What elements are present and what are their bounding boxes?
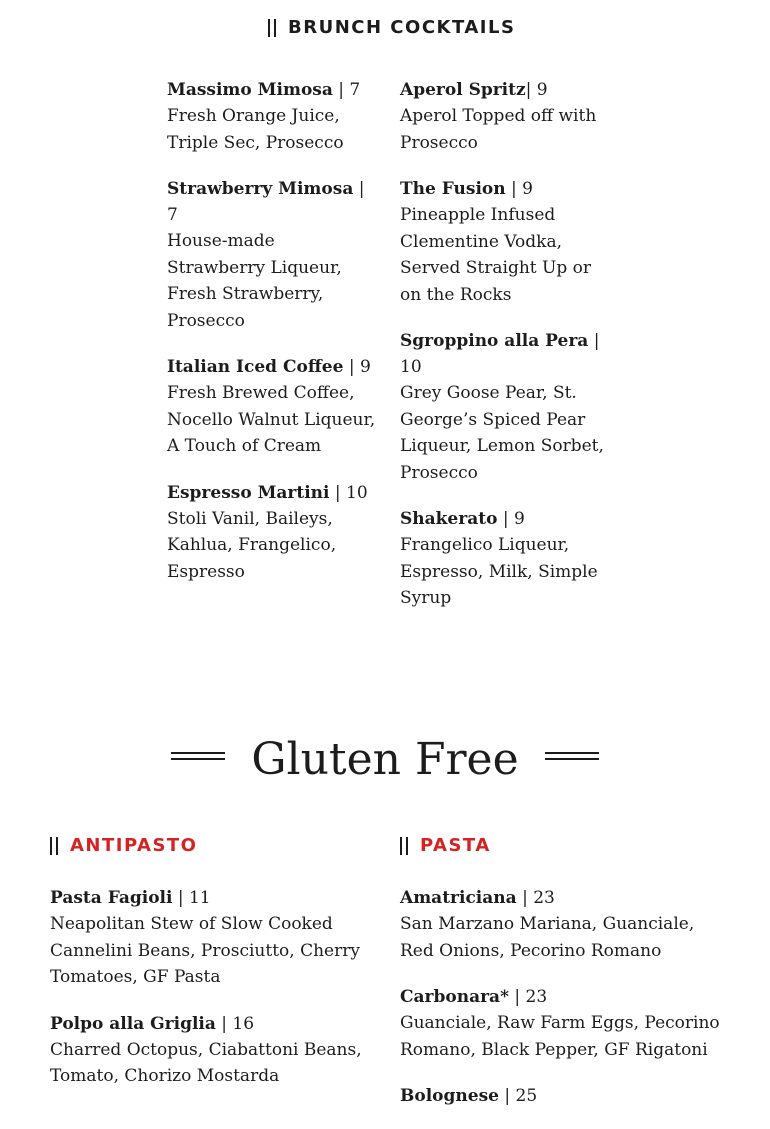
antipasto-column	[50, 885, 365, 1110]
menu-item	[400, 328, 610, 486]
menu-item	[50, 1011, 365, 1090]
item-name: Aperol Spritz	[400, 80, 526, 100]
menu-item	[400, 1083, 730, 1109]
item-description: Fresh Orange Juice, Triple Sec, Prosecco	[167, 106, 344, 153]
section-title: ANTIPASTO	[70, 835, 198, 856]
item-description: House-made Strawberry Liqueur, Fresh Strawberry, Prosecco	[167, 231, 342, 331]
double-bar-icon	[50, 837, 58, 855]
menu-item	[167, 354, 377, 460]
pasta-column	[400, 885, 730, 1129]
menu-item	[50, 885, 365, 991]
brunch-cocktails-heading	[268, 19, 515, 37]
item-price: | 9	[505, 179, 533, 199]
item-price: | 16	[215, 1013, 255, 1034]
item-description: Stoli Vanil, Baileys, Kahlua, Frangelico, Espresso	[167, 508, 337, 582]
menu-item	[400, 176, 610, 308]
item-price: | 10	[329, 482, 368, 503]
menu-item	[400, 506, 610, 612]
menu-item	[167, 77, 377, 156]
antipasto-heading	[50, 837, 198, 855]
item-description: Aperol Topped off with Prosecco	[400, 106, 597, 153]
item-price: | 23	[508, 987, 548, 1007]
item-description: Grey Goose Pear, St. George’s Spiced Pear Liqueur, Lemon Sorbet, Prosecco	[400, 383, 604, 483]
item-description: Guanciale, Raw Farm Eggs, Pecorino Romano, Black Pepper, GF Rigatoni	[400, 1013, 720, 1060]
menu-item	[400, 885, 730, 964]
item-description: Charred Octopus, Ciabattoni Beans, Tomato, Chorizo Mostarda	[50, 1039, 362, 1086]
item-name: The Fusion	[400, 179, 506, 199]
item-name: Shakerato	[400, 509, 498, 529]
item-name: Italian Iced Coffee	[167, 357, 344, 377]
cocktails-left-column	[167, 77, 377, 605]
cocktails-right-column	[400, 77, 610, 632]
menu-item	[167, 176, 377, 334]
item-price: | 11	[172, 888, 211, 908]
item-description: Fresh Brewed Coffee, Nocello Walnut Liqueur, A Touch of Cream	[167, 383, 376, 456]
item-name: Bolognese	[400, 1086, 499, 1106]
item-description: San Marzano Mariana, Guanciale, Red Onions, Pecorino Romano	[400, 914, 695, 961]
item-price: | 25	[498, 1086, 538, 1106]
section-title: PASTA	[420, 835, 491, 856]
item-price: | 10	[400, 331, 600, 377]
menu-item	[400, 984, 730, 1063]
section-title: BRUNCH COCKTAILS	[288, 17, 516, 38]
item-name: Sgroppino alla Pera	[400, 331, 589, 351]
pasta-heading	[400, 837, 491, 855]
item-name: Strawberry Mimosa	[167, 179, 354, 199]
item-price: | 23	[516, 888, 555, 908]
double-bar-icon	[400, 837, 408, 855]
gluten-free-title: Gluten Free	[251, 734, 519, 785]
item-name: Carbonara*	[400, 987, 509, 1007]
item-name: Espresso Martini	[167, 482, 330, 503]
menu-item	[400, 77, 610, 156]
item-name: Amatriciana	[400, 888, 517, 908]
item-description: Frangelico Liqueur, Espresso, Milk, Simple Syrup	[400, 535, 598, 608]
item-name: Massimo Mimosa	[167, 80, 333, 100]
item-price: | 7	[167, 179, 365, 225]
item-price: | 9	[497, 509, 525, 529]
item-name: Pasta Fagioli	[50, 888, 173, 908]
item-name: Polpo alla Griglia	[50, 1013, 216, 1034]
item-description: Pineapple Infused Clementine Vodka, Served Straight Up or on the Rocks	[400, 205, 592, 305]
item-price: | 9	[525, 80, 548, 100]
item-price: | 9	[343, 357, 371, 377]
double-bar-icon	[268, 19, 276, 37]
item-description: Neapolitan Stew of Slow Cooked Cannelini Beans, Prosciutto, Cherry Tomatoes, GF Pasta	[50, 914, 360, 987]
item-price: | 7	[332, 80, 361, 100]
right-double-rule	[545, 752, 599, 760]
menu-item	[167, 480, 377, 586]
